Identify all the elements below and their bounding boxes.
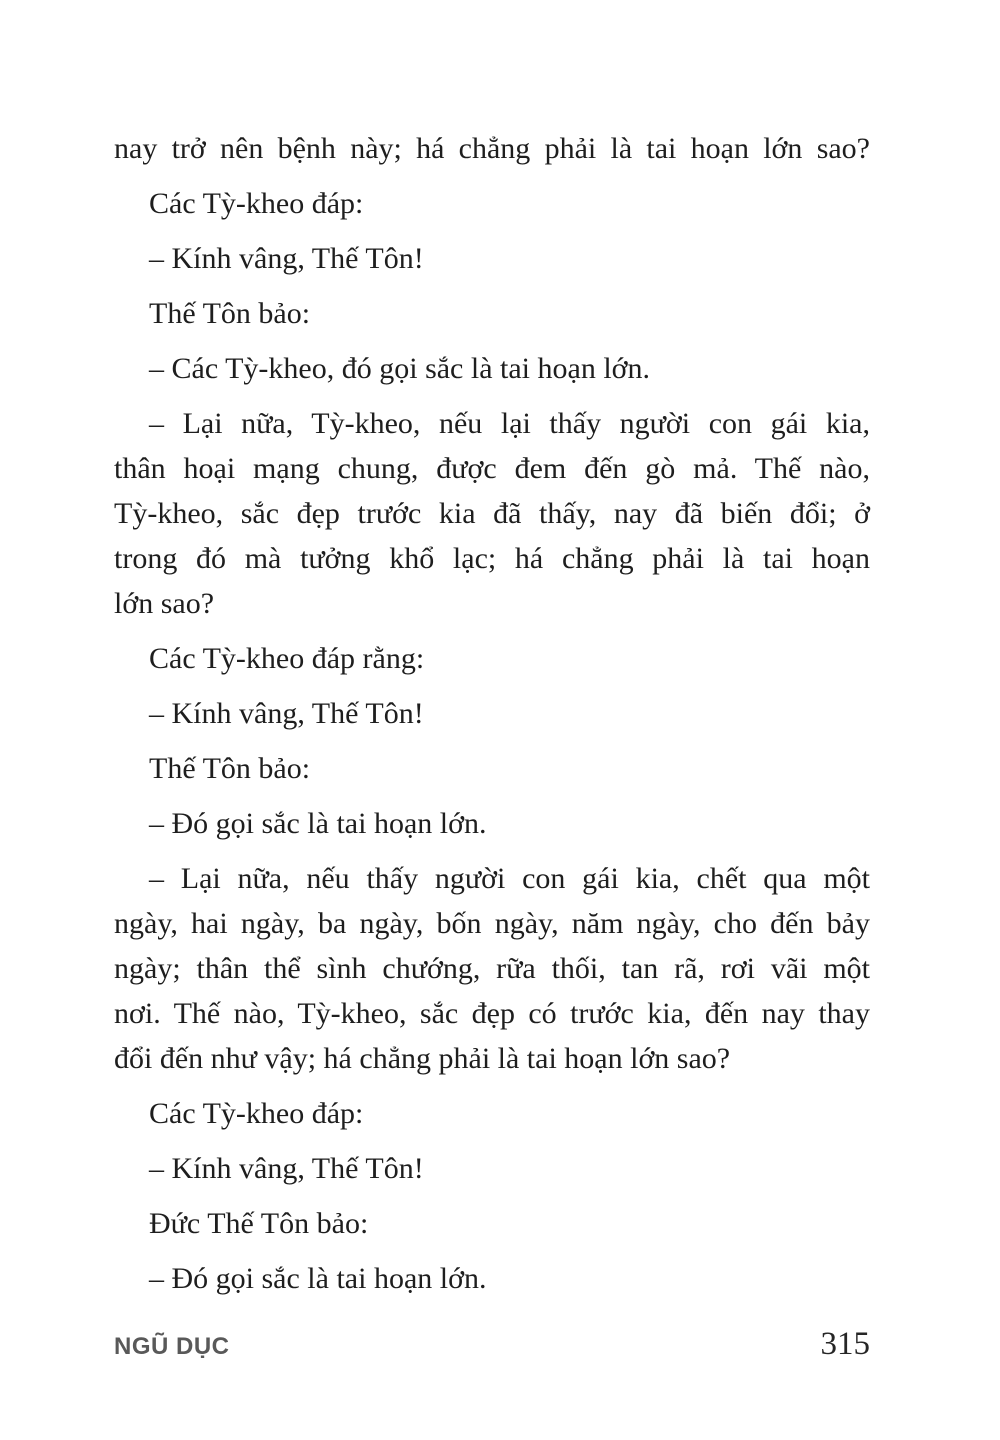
text-line: – Kính vâng, Thế Tôn!: [149, 697, 424, 730]
text-line: Các Tỳ-kheo đáp:: [149, 187, 364, 220]
text-line: – Các Tỳ-kheo, đó gọi sắc là tai hoạn lớn.: [149, 352, 651, 385]
text-line: Tỳ-kheo, sắc đẹp trước kia đã thấy, nay đã biến đổi; ở: [114, 497, 870, 530]
text-line: – Đó gọi sắc là tai hoạn lớn.: [149, 1262, 487, 1295]
paragraph: [114, 1201, 870, 1246]
text-line: Các Tỳ-kheo đáp rằng:: [149, 642, 425, 675]
text-line: Các Tỳ-kheo đáp:: [149, 1097, 364, 1130]
text-line: – Lại nữa, Tỳ-kheo, nếu lại thấy người con gái kia,: [149, 407, 870, 440]
paragraph: [114, 746, 870, 791]
paragraph: [114, 801, 870, 846]
text-line: nơi. Thế nào, Tỳ-kheo, sắc đẹp có trước kia, đến nay thay: [114, 997, 870, 1030]
paragraph: [114, 856, 870, 1081]
paragraph: [114, 181, 870, 226]
paragraph: [114, 1256, 870, 1301]
text-line: – Kính vâng, Thế Tôn!: [149, 242, 424, 275]
paragraph: [114, 401, 870, 626]
page-number: 315: [820, 1326, 870, 1362]
paragraph: [114, 636, 870, 681]
running-footer-chapter-title: NGŨ DỤC: [114, 1333, 230, 1360]
paragraph: [114, 1091, 870, 1136]
text-line: thân hoại mạng chung, được đem đến gò mả. Thế nào,: [114, 452, 870, 485]
text-line: ngày; thân thể sình chướng, rữa thối, tan rã, rơi vãi một: [114, 952, 870, 985]
paragraph: [114, 126, 870, 171]
page-footer: [114, 1326, 870, 1363]
text-line: ngày, hai ngày, ba ngày, bốn ngày, năm ngày, cho đến bảy: [114, 907, 870, 940]
paragraph: [114, 236, 870, 281]
text-line: – Kính vâng, Thế Tôn!: [149, 1152, 424, 1185]
text-line: đổi đến như vậy; há chẳng phải là tai hoạn lớn sao?: [114, 1042, 731, 1075]
paragraph: [114, 346, 870, 391]
text-line: – Lại nữa, nếu thấy người con gái kia, chết qua một: [149, 862, 870, 895]
text-line: Đức Thế Tôn bảo:: [149, 1207, 369, 1240]
text-line: lớn sao?: [114, 587, 215, 620]
text-line: nay trở nên bệnh này; há chẳng phải là tai hoạn lớn sao?: [114, 132, 870, 165]
text-line: Thế Tôn bảo:: [149, 297, 311, 330]
text-line: trong đó mà tưởng khổ lạc; há chẳng phải là tai hoạn: [114, 542, 870, 575]
paragraph: [114, 291, 870, 336]
page-body-text: [114, 126, 870, 1301]
paragraph: [114, 691, 870, 736]
text-line: Thế Tôn bảo:: [149, 752, 311, 785]
paragraph: [114, 1146, 870, 1191]
text-line: – Đó gọi sắc là tai hoạn lớn.: [149, 807, 487, 840]
